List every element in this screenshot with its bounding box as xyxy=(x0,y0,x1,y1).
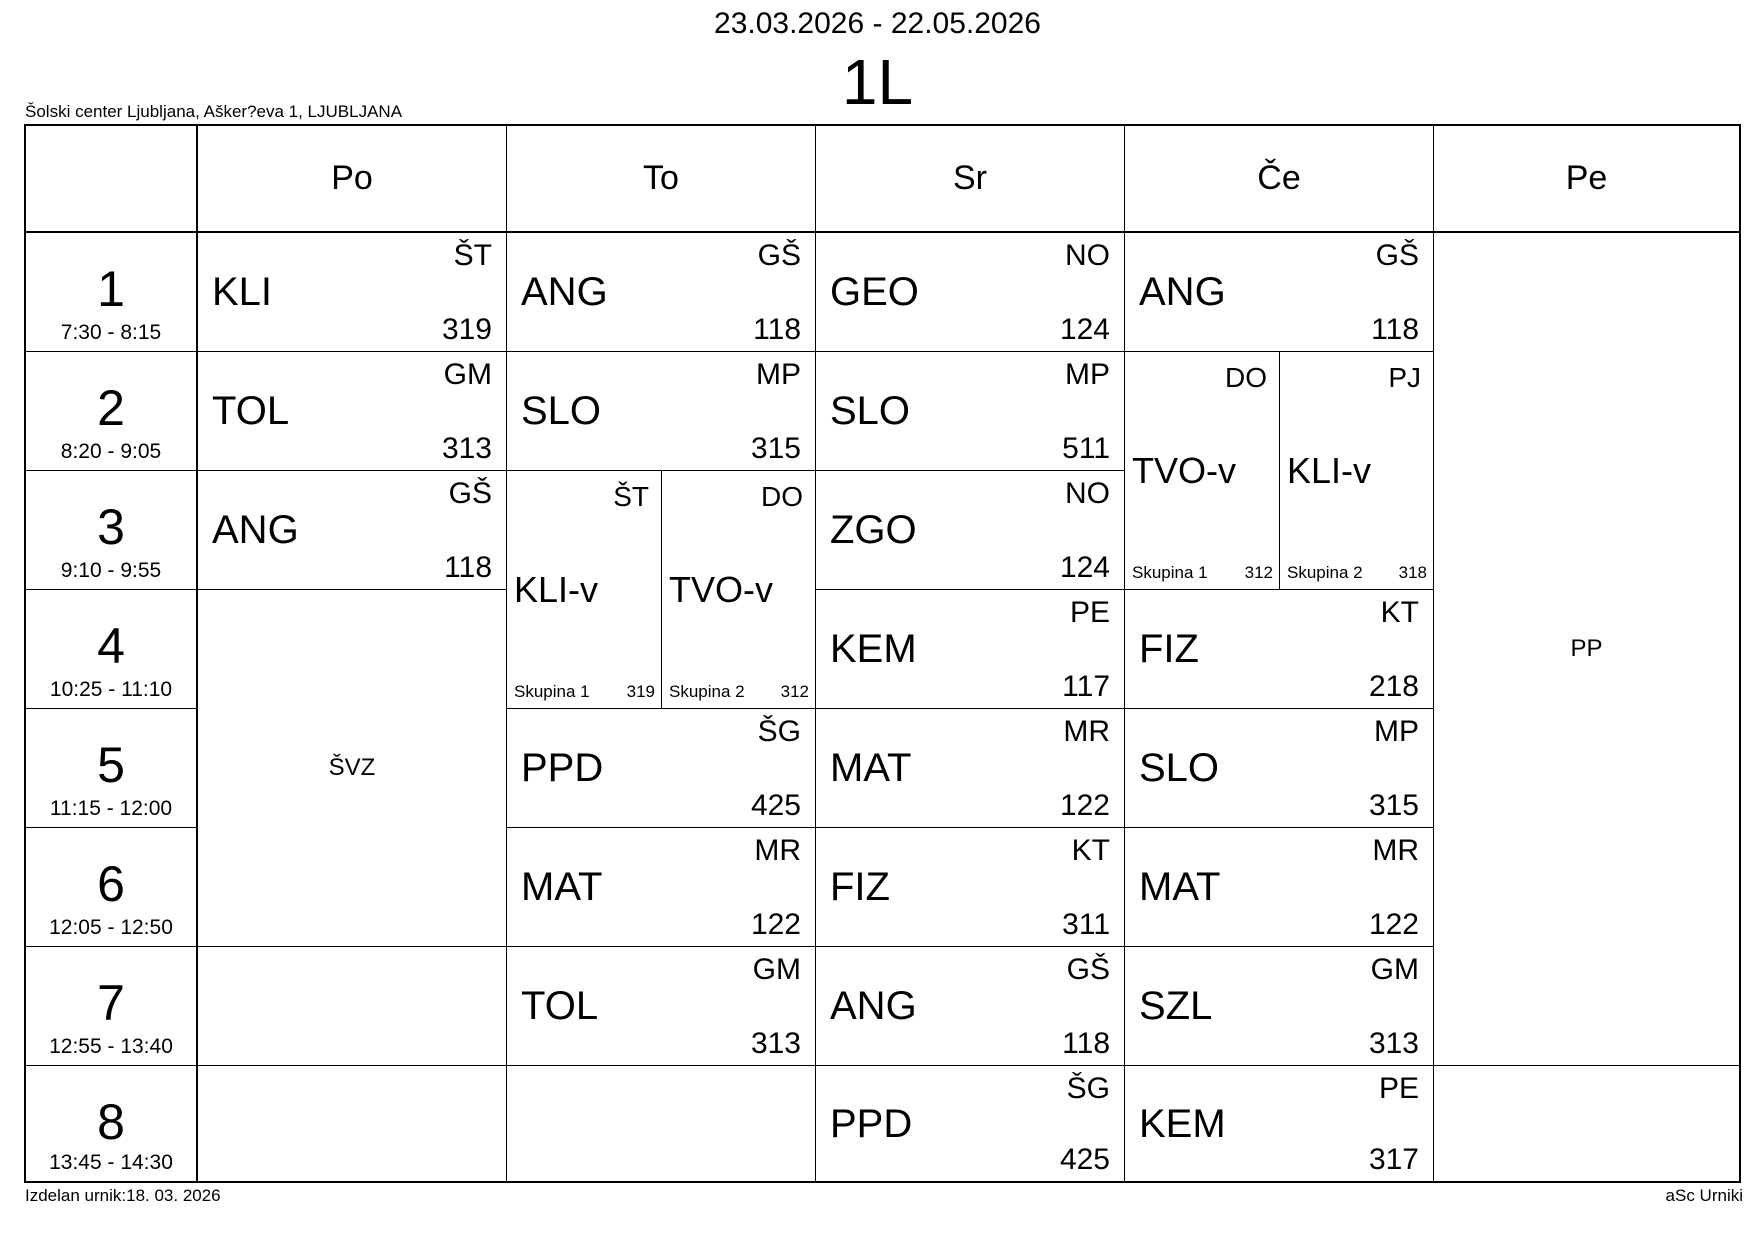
room: 315 xyxy=(750,432,801,465)
subject: SLO xyxy=(1139,746,1220,790)
period-6 xyxy=(26,828,198,947)
teacher: GŠ xyxy=(757,239,801,272)
subject: MAT xyxy=(1139,865,1221,909)
teacher: KT xyxy=(1380,596,1419,629)
subject: TOL xyxy=(212,389,290,433)
timetable-grid xyxy=(24,124,1741,1183)
period-7 xyxy=(26,947,198,1066)
day-header-po: Po xyxy=(198,126,507,233)
teacher: MR xyxy=(754,834,801,867)
period-number: 3 xyxy=(97,499,125,555)
teacher: ŠG xyxy=(1066,1072,1110,1105)
period-time: 13:45 - 14:30 xyxy=(49,1151,173,1174)
created-date: Izdelan urnik:18. 03. 2026 xyxy=(25,1186,221,1205)
room: 319 xyxy=(441,313,492,346)
lesson-po-3[interactable] xyxy=(198,471,507,590)
period-number: 5 xyxy=(97,737,125,793)
class-name: 1L xyxy=(841,46,914,118)
room: 313 xyxy=(441,432,492,465)
period-1 xyxy=(26,233,198,352)
room: 319 xyxy=(626,682,655,701)
room: 118 xyxy=(444,551,492,584)
lesson-to-5[interactable] xyxy=(507,709,816,828)
room: 118 xyxy=(1371,313,1419,346)
lesson-to-1[interactable] xyxy=(507,233,816,352)
period-number: 4 xyxy=(97,618,125,674)
lesson-sr-8[interactable] xyxy=(816,1066,1125,1181)
period-number: 1 xyxy=(97,261,125,317)
school-name: Šolski center Ljubljana, Ašker?eva 1, LJUBLJANA xyxy=(25,102,403,121)
room: 318 xyxy=(1398,563,1427,582)
subject: KLI-v xyxy=(1287,449,1372,491)
teacher: GŠ xyxy=(1066,953,1110,986)
period-8 xyxy=(26,1066,198,1181)
subject: ANG xyxy=(830,984,917,1028)
lesson-sr-7[interactable] xyxy=(816,947,1125,1066)
lesson-ce-7[interactable] xyxy=(1125,947,1434,1066)
room: 425 xyxy=(750,789,801,822)
period-time: 12:55 - 13:40 xyxy=(49,1035,173,1058)
lesson-sr-4[interactable] xyxy=(816,590,1125,709)
period-time: 8:20 - 9:05 xyxy=(60,440,162,463)
room: 311 xyxy=(1062,908,1110,941)
lesson-to-3-4-group-1[interactable] xyxy=(507,471,662,709)
teacher: GŠ xyxy=(448,477,492,510)
room: 122 xyxy=(750,908,801,941)
period-2 xyxy=(26,352,198,471)
group-label: Skupina 2 xyxy=(1287,563,1363,582)
period-4 xyxy=(26,590,198,709)
room: 117 xyxy=(1062,670,1110,703)
group-label: Skupina 1 xyxy=(1132,563,1208,582)
period-number: 8 xyxy=(97,1094,125,1150)
teacher: DO xyxy=(761,481,803,512)
room: 218 xyxy=(1368,670,1419,703)
subject: SZL xyxy=(1139,984,1213,1028)
room: 312 xyxy=(1244,563,1273,582)
lesson-po-2[interactable] xyxy=(198,352,507,471)
teacher: NO xyxy=(1065,239,1110,272)
lesson-sr-3[interactable] xyxy=(816,471,1125,590)
period-time: 9:10 - 9:55 xyxy=(60,559,162,582)
room: 313 xyxy=(750,1027,801,1060)
teacher: MR xyxy=(1063,715,1110,748)
empty-pe-8 xyxy=(1434,1066,1739,1181)
day-header-ce: Če xyxy=(1125,126,1434,233)
subject: ANG xyxy=(212,508,299,552)
subject: TVO-v xyxy=(669,568,773,610)
lesson-ce-5[interactable] xyxy=(1125,709,1434,828)
subject: MAT xyxy=(521,865,603,909)
teacher: PJ xyxy=(1388,362,1421,393)
activity-label: ŠVZ xyxy=(328,754,376,781)
teacher: GM xyxy=(443,358,492,391)
period-5 xyxy=(26,709,198,828)
empty-to-8 xyxy=(507,1066,816,1181)
lesson-to-7[interactable] xyxy=(507,947,816,1066)
period-time: 12:05 - 12:50 xyxy=(49,916,173,939)
lesson-pe-1-7[interactable] xyxy=(1434,233,1739,1066)
room: 317 xyxy=(1368,1143,1419,1176)
teacher: NO xyxy=(1065,477,1110,510)
teacher: MR xyxy=(1372,834,1419,867)
subject: ANG xyxy=(1139,270,1226,314)
lesson-ce-2-3-group-1[interactable] xyxy=(1125,352,1280,590)
group-label: Skupina 1 xyxy=(514,682,590,701)
subject: KLI xyxy=(212,270,273,314)
activity-label: PP xyxy=(1570,635,1603,662)
subject: FIZ xyxy=(830,865,890,909)
period-time: 7:30 - 8:15 xyxy=(60,321,162,344)
subject: FIZ xyxy=(1139,627,1199,671)
teacher: ŠG xyxy=(757,715,801,748)
teacher: GM xyxy=(752,953,801,986)
subject: PPD xyxy=(830,1101,913,1146)
subject: MAT xyxy=(830,746,912,790)
lesson-sr-6[interactable] xyxy=(816,828,1125,947)
lesson-ce-8[interactable] xyxy=(1125,1066,1434,1181)
group-label: Skupina 2 xyxy=(669,682,745,701)
empty-po-8 xyxy=(198,1066,507,1181)
subject: KEM xyxy=(1139,1101,1226,1146)
brand-label: aSc Urniki xyxy=(1665,1186,1743,1205)
room: 118 xyxy=(753,313,801,346)
teacher: GŠ xyxy=(1375,239,1419,272)
subject: PPD xyxy=(521,746,604,790)
period-3 xyxy=(26,471,198,590)
room: 312 xyxy=(780,682,809,701)
lesson-ce-6[interactable] xyxy=(1125,828,1434,947)
lesson-sr-2[interactable] xyxy=(816,352,1125,471)
subject: ANG xyxy=(521,270,608,314)
lesson-po-1[interactable] xyxy=(198,233,507,352)
subject: SLO xyxy=(521,389,602,433)
subject: TVO-v xyxy=(1132,449,1236,491)
period-time: 10:25 - 11:10 xyxy=(49,678,173,701)
room: 511 xyxy=(1062,432,1110,465)
subject: ZGO xyxy=(830,508,917,552)
teacher: ŠT xyxy=(453,239,492,272)
teacher: DO xyxy=(1225,362,1267,393)
subject: SLO xyxy=(830,389,911,433)
room: 313 xyxy=(1368,1027,1419,1060)
room: 118 xyxy=(1062,1027,1110,1060)
teacher: ŠT xyxy=(613,481,649,512)
teacher: PE xyxy=(1069,596,1110,629)
corner-cell xyxy=(26,126,198,233)
period-number: 6 xyxy=(97,856,125,912)
subject: KLI-v xyxy=(514,568,599,610)
room: 124 xyxy=(1059,313,1110,346)
teacher: MP xyxy=(1374,715,1419,748)
period-number: 2 xyxy=(97,380,125,436)
room: 122 xyxy=(1059,789,1110,822)
subject: KEM xyxy=(830,627,917,671)
room: 425 xyxy=(1059,1143,1110,1176)
day-header-pe: Pe xyxy=(1434,126,1739,233)
room: 315 xyxy=(1368,789,1419,822)
lesson-to-3-4-group-2[interactable] xyxy=(662,471,816,709)
lesson-po-4-6[interactable] xyxy=(198,590,507,947)
empty-po-7 xyxy=(198,947,507,1066)
period-time: 11:15 - 12:00 xyxy=(49,797,173,820)
lesson-ce-2-3-group-2[interactable] xyxy=(1280,352,1434,590)
day-header-sr: Sr xyxy=(816,126,1125,233)
day-header-to: To xyxy=(507,126,816,233)
teacher: MP xyxy=(1065,358,1110,391)
room: 124 xyxy=(1059,551,1110,584)
period-number: 7 xyxy=(97,975,125,1031)
subject: TOL xyxy=(521,984,599,1028)
date-range: 23.03.2026 - 22.05.2026 xyxy=(714,7,1041,40)
lesson-ce-4[interactable] xyxy=(1125,590,1434,709)
lesson-ce-1[interactable] xyxy=(1125,233,1434,352)
lesson-to-2[interactable] xyxy=(507,352,816,471)
teacher: KT xyxy=(1071,834,1110,867)
lesson-sr-5[interactable] xyxy=(816,709,1125,828)
lesson-to-6[interactable] xyxy=(507,828,816,947)
teacher: GM xyxy=(1370,953,1419,986)
teacher: MP xyxy=(756,358,801,391)
lesson-sr-1[interactable] xyxy=(816,233,1125,352)
teacher: PE xyxy=(1378,1072,1419,1105)
subject: GEO xyxy=(830,270,919,314)
room: 122 xyxy=(1368,908,1419,941)
